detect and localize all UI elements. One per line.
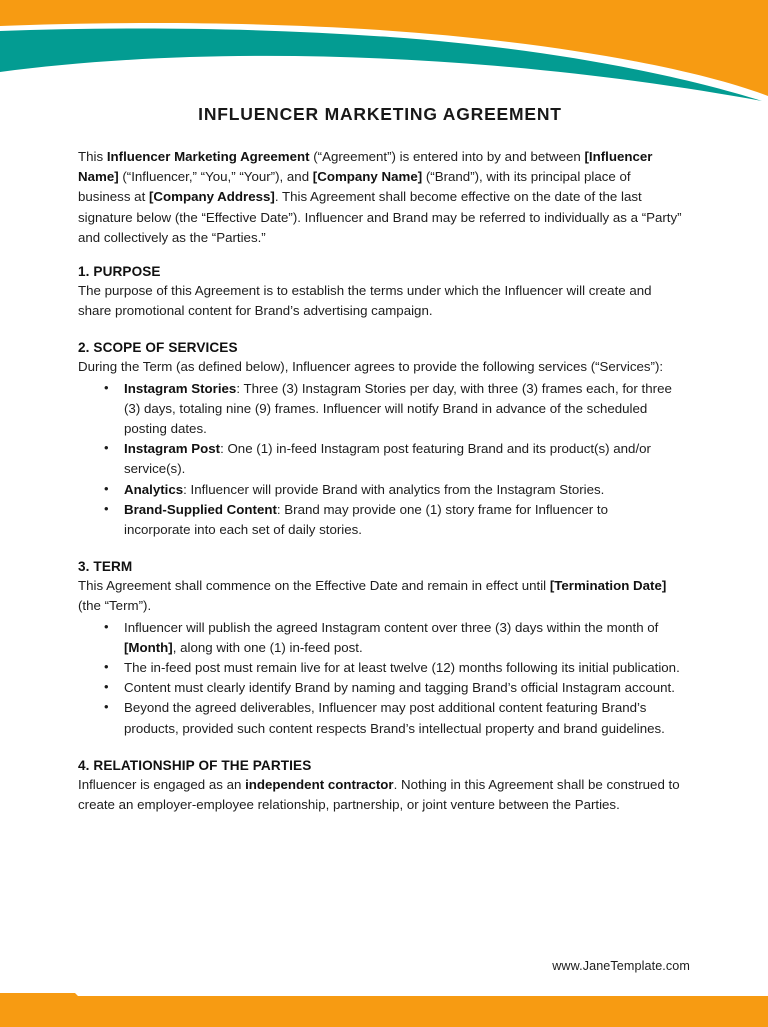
footer-website-url: www.JaneTemplate.com — [552, 959, 690, 973]
list-item: • Influencer will publish the agreed Instagram content over three (3) days within the month of [Month], along with one (1) in-feed post. — [124, 618, 682, 658]
document-body — [78, 104, 682, 815]
section-heading: 2. SCOPE OF SERVICES — [78, 340, 238, 356]
section-body: This Agreement shall commence on the Effective Date and remain in effect until [Termination Date] (the “Term”). — [78, 578, 667, 614]
section-body: During the Term (as defined below), Influencer agrees to provide the following services (“Services”): — [78, 359, 664, 375]
section-body: The purpose of this Agreement is to establish the terms under which the Influencer will create and share promotional content for Brand’s advertising campaign. — [78, 283, 652, 319]
page-title: INFLUENCER MARKETING AGREEMENT — [198, 104, 562, 124]
section-bullet-list — [78, 379, 682, 541]
list-item: • Analytics: Influencer will provide Brand with analytics from the Instagram Stories. — [124, 480, 682, 500]
section-heading: 3. TERM — [78, 559, 133, 575]
section-bullet-list — [78, 618, 682, 739]
section-heading: 1. PURPOSE — [78, 264, 161, 280]
section-relationship-of-the-parties — [78, 758, 682, 815]
list-item: • Instagram Stories: Three (3) Instagram Stories per day, with three (3) frames each, for three (3) days, totaling nine (9) frames. Influencer will notify Brand in advance of the scheduled posting dates. — [124, 379, 682, 440]
list-item: • The in-feed post must remain live for at least twelve (12) months following its initial publication. — [124, 658, 682, 678]
list-item: • Beyond the agreed deliverables, Influencer may post additional content featuring Brand’s products, provided such content respects Brand’s intellectual property and brand guidelines. — [124, 698, 682, 738]
orange-swoosh-shape — [0, 0, 768, 96]
teal-swoosh-shape — [0, 29, 762, 101]
section-scope-of-services — [78, 340, 682, 540]
orange-footer-shape — [0, 993, 768, 1027]
header-swoosh-decoration — [0, 0, 768, 110]
footer-bar-decoration — [0, 987, 768, 1027]
list-item: • Brand-Supplied Content: Brand may provide one (1) story frame for Influencer to incorporate into each set of daily stories. — [124, 500, 682, 540]
list-item: • Content must clearly identify Brand by naming and tagging Brand’s official Instagram account. — [124, 678, 682, 698]
section-purpose — [78, 264, 682, 321]
section-term — [78, 559, 682, 739]
section-body: Influencer is engaged as an independent contractor. Nothing in this Agreement shall be construed to create an employer-employee relationship, partnership, or joint venture between the Parties. — [78, 776, 680, 813]
intro-paragraph: This Influencer Marketing Agreement (“Agreement”) is entered into by and between [Influencer Name] (“Influencer,” “You,” “Your”), and [Company Name] (“Brand”), with its principal place of business at [Company Address]. This Agreement shall become effective on the date of the last signature below (the “Effective Date”). Influencer and Brand may be referred to individually as a “Party” and collectively as the “Parties.” — [78, 149, 682, 245]
list-item: • Instagram Post: One (1) in-feed Instagram post featuring Brand and its product(s) and/or service(s). — [124, 439, 682, 479]
section-heading: 4. RELATIONSHIP OF THE PARTIES — [78, 757, 312, 773]
